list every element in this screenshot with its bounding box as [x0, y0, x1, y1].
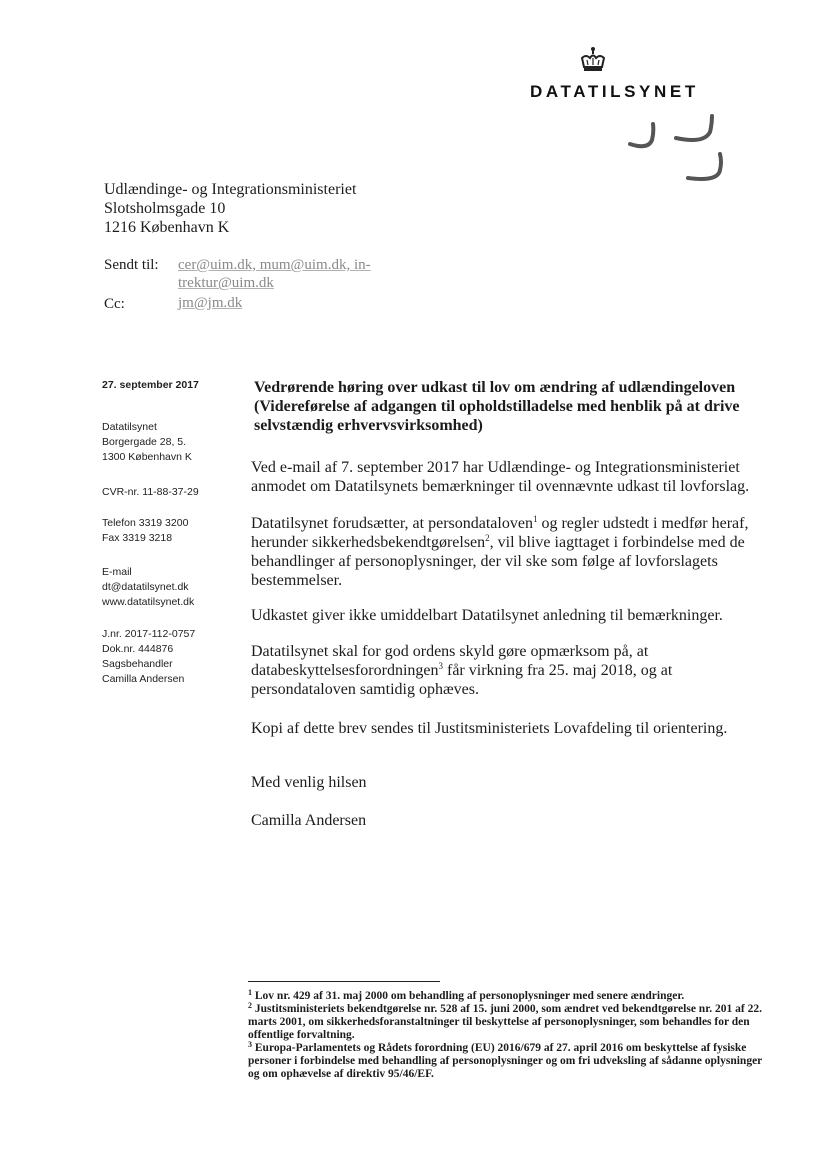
sender-org: Datatilsynet — [102, 421, 157, 433]
paragraph-4-part-a: Datatilsynet skal for god ordens skyld gøre opmærksom på, at databeskyttelsesforordningen — [251, 643, 649, 679]
fax-number: Fax 3319 3218 — [102, 532, 173, 544]
paragraph-4 — [251, 642, 757, 699]
cvr-number: CVR-nr. 11-88-37-29 — [102, 486, 199, 498]
footnote-text: Europa-Parlamentets og Rådets forordning (EU) 2016/679 af 27. april 2016 om beskyttelse af fysiske personer i forbindelse med behandling af personoplysninger og om fri udveksling af sådanne oplysninger og om ophævelse af direktiv 95/46/EF. — [248, 1042, 763, 1080]
email-label: E-mail — [102, 566, 132, 578]
sender-street: Borgergade 28, 5. — [102, 436, 187, 448]
cc-label: Cc: — [104, 296, 125, 312]
footnote-text: Lov nr. 429 af 31. maj 2000 om behandling af personoplysninger med senere ændringer. — [252, 990, 685, 1002]
footnote-number: 2 — [248, 1001, 252, 1010]
footnote-ref-1: 1 — [532, 514, 538, 524]
footnote-1 — [248, 990, 768, 1003]
recipient-street: Slotsholmsgade 10 — [104, 200, 226, 217]
phone-number: Telefon 3319 3200 — [102, 517, 189, 529]
paragraph-2-part-a: Datatilsynet forudsætter, at persondataloven — [251, 515, 533, 532]
footnote-text: Justitsministeriets bekendtgørelse nr. 528 af 15. juni 2000, som ændret ved bekendtgørelse nr. 201 af 22. marts 2001, om sikkerhedsforanstaltninger til beskyttelse af personoplysninger, som behandles for den offentlige forvaltning. — [248, 1003, 762, 1041]
footnote-number: 1 — [248, 988, 252, 997]
sender-city: 1300 København K — [102, 451, 192, 463]
sendt-til-emails-cont[interactable]: trektur@uim.dk — [178, 275, 274, 291]
paragraph-4-part-b: får virkning fra 25. maj 2018, og at persondataloven samtidig ophæves. — [251, 662, 673, 698]
recipient-org: Udlændinge- og Integrationsministeriet — [104, 181, 357, 198]
sendt-til-label: Sendt til: — [104, 257, 159, 273]
handler-name: Camilla Andersen — [102, 673, 185, 685]
footnote-divider — [248, 981, 440, 982]
paragraph-5: Kopi af dette brev sendes til Justitsministeriets Lovafdeling til orientering. — [251, 720, 728, 737]
sendt-til-emails[interactable]: cer@uim.dk, mum@uim.dk, in- — [178, 257, 371, 273]
sender-address — [102, 420, 192, 465]
signer-name: Camilla Andersen — [251, 812, 367, 829]
handwritten-mark-icon — [620, 110, 730, 190]
footnotes — [248, 990, 768, 1081]
handler-label: Sagsbehandler — [102, 658, 173, 670]
paragraph-3: Udkastet giver ikke umiddelbart Datatilsynet anledning til bemærkninger. — [251, 607, 723, 624]
paragraph-1: Ved e-mail af 7. september 2017 har Udlændinge- og Integrationsministeriet anmodet om Datatilsynets bemærkninger til ovennævnte udkast til lovforslag. — [251, 459, 750, 495]
email-link[interactable]: dt@datatilsynet.dk — [102, 581, 189, 593]
closing: Med venlig hilsen — [251, 774, 367, 791]
paragraph-2-part-b: og regler udstedt i medfør heraf, herunder sikkerhedsbekendtgørelsen — [251, 515, 749, 551]
contact-block — [102, 565, 194, 610]
footnote-2 — [248, 1003, 768, 1042]
journal-number: J.nr. 2017-112-0757 — [102, 628, 196, 640]
footnote-number: 3 — [248, 1040, 252, 1049]
crown-icon — [578, 46, 608, 76]
recipient-city: 1216 København K — [104, 219, 230, 236]
footnote-3 — [248, 1042, 768, 1081]
phone-block — [102, 516, 188, 546]
footnote-ref-2: 2 — [485, 533, 490, 543]
case-block — [102, 627, 195, 687]
document-number: Dok.nr. 444876 — [102, 643, 174, 655]
paragraph-2-part-c: , vil blive iagttaget i forbindelse med de behandlinger af personoplysninger, der vil ske som følge af lovforslagets bestemmelser. — [251, 534, 745, 589]
brand-wordmark: DATATILSYNET — [530, 82, 699, 101]
cc-email[interactable]: jm@jm.dk — [178, 295, 243, 311]
letter-date: 27. september 2017 — [102, 379, 199, 391]
letter-subject: Vedrørende høring over udkast til lov om ændring af udlændingeloven (Videreførelse af adgangen til opholdstilladelse med henblik på at drive selvstændig erhvervsvirksomhed) — [254, 379, 740, 434]
web-link[interactable]: www.datatilsynet.dk — [102, 596, 195, 608]
paragraph-2 — [251, 514, 757, 590]
footnote-ref-3: 3 — [438, 661, 443, 671]
